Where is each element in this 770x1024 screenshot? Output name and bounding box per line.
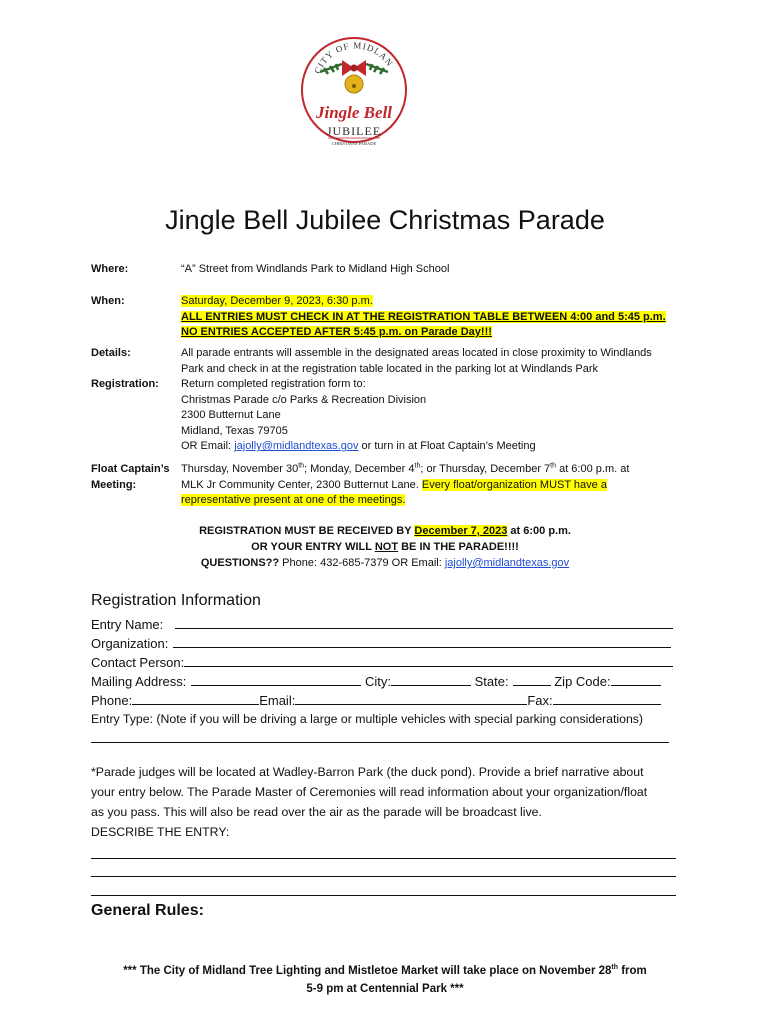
float-highlight: representative present at one of the meetings. bbox=[181, 494, 406, 507]
float-text: ; Monday, December 4 bbox=[304, 463, 415, 475]
jingle-bell-jubilee-logo bbox=[298, 20, 410, 160]
registration-line: 2300 Butternut Lane bbox=[181, 409, 281, 422]
questions-email-link[interactable]: jajolly@midlandtexas.gov bbox=[444, 557, 570, 569]
notice-text: BE IN THE PARADE!!!! bbox=[398, 541, 519, 553]
fax-input[interactable] bbox=[553, 691, 661, 705]
float-label-line: Float Captain’s bbox=[91, 463, 170, 475]
details-line: All parade entrants will assemble in the designated areas located in close proximity to Windlands bbox=[181, 347, 652, 359]
registration-deadline-notice bbox=[0, 523, 770, 571]
float-highlight: Every float/organization MUST have a bbox=[421, 478, 607, 491]
or-turn-in-text: or turn in at Float Captain’s Meeting bbox=[358, 440, 536, 453]
footer-text: from bbox=[618, 965, 647, 977]
mailing-address-input[interactable] bbox=[191, 672, 361, 686]
deadline-date: December 7, 2023 bbox=[414, 525, 508, 537]
details-line: Park and check in at the registration table located in the parking lot at Windlands Park bbox=[181, 362, 599, 375]
zip-label: Zip Code: bbox=[554, 674, 611, 689]
entry-name-field[interactable] bbox=[91, 615, 673, 634]
notice-text: at 6:00 p.m. bbox=[507, 525, 571, 537]
describe-entry-label: DESCRIBE THE ENTRY: bbox=[91, 825, 230, 839]
registration-line: Midland, Texas 79705 bbox=[181, 424, 288, 437]
details-label: Details: bbox=[91, 347, 131, 359]
float-text: at 6:00 p.m. at bbox=[556, 463, 630, 475]
registration-email-link[interactable]: jajolly@midlandtexas.gov bbox=[234, 440, 359, 453]
phone-input[interactable] bbox=[132, 691, 259, 705]
registration-label: Registration: bbox=[91, 378, 159, 390]
contact-person-field[interactable] bbox=[91, 653, 673, 672]
footer-text: 5-9 pm at Centennial Park *** bbox=[306, 983, 464, 995]
notice-text: REGISTRATION MUST BE RECEIVED BY bbox=[199, 525, 415, 537]
where-text: “A” Street from Windlands Park to Midland High School bbox=[181, 263, 450, 275]
entry-type-input[interactable] bbox=[91, 742, 669, 743]
zip-input[interactable] bbox=[611, 672, 661, 686]
footer-notice bbox=[0, 962, 770, 998]
mailing-address-label: Mailing Address: bbox=[91, 674, 187, 689]
float-text: Thursday, November 30 bbox=[181, 463, 299, 475]
notice-text: OR YOUR ENTRY WILL bbox=[251, 541, 375, 553]
ordinal-sup: th bbox=[414, 462, 421, 470]
when-value bbox=[181, 294, 701, 341]
general-rules-heading: General Rules: bbox=[91, 902, 204, 919]
contact-person-input[interactable] bbox=[184, 653, 673, 667]
state-label: State: bbox=[474, 674, 509, 689]
state-input[interactable] bbox=[513, 672, 551, 686]
logo-script-text: Jingle Bell bbox=[315, 103, 393, 122]
organization-label: Organization: bbox=[91, 636, 169, 651]
organization-input[interactable] bbox=[173, 634, 671, 648]
entry-type-label: Entry Type: (Note if you will be driving a large or multiple vehicles with special parking considerations) bbox=[91, 712, 644, 726]
phone-label: Phone: bbox=[91, 693, 133, 708]
where-label: Where: bbox=[91, 263, 129, 275]
entry-name-label: Entry Name: bbox=[91, 617, 164, 632]
registration-line: Return completed registration form to: bbox=[181, 378, 366, 390]
email-label: Email: bbox=[259, 693, 296, 708]
notice-not: NOT bbox=[374, 541, 399, 553]
questions-phone: Phone: 432-685-7379 OR Email: bbox=[279, 557, 445, 569]
city-input[interactable] bbox=[391, 672, 471, 686]
phone-email-fax-field[interactable] bbox=[91, 691, 661, 710]
email-input[interactable] bbox=[295, 691, 527, 705]
contact-person-label: Contact Person: bbox=[91, 655, 185, 670]
or-email-text: OR Email: bbox=[181, 440, 235, 453]
mailing-address-field[interactable] bbox=[91, 672, 661, 691]
questions-label: QUESTIONS?? bbox=[200, 557, 280, 569]
registration-info-heading: Registration Information bbox=[91, 592, 261, 609]
city-label: City: bbox=[365, 674, 392, 689]
when-label: When: bbox=[91, 295, 125, 307]
page-title: Jingle Bell Jubilee Christmas Parade bbox=[165, 205, 605, 235]
details-value bbox=[181, 346, 701, 377]
describe-entry-line[interactable] bbox=[91, 858, 676, 859]
registration-line: Christmas Parade c/o Parks & Recreation Division bbox=[181, 393, 427, 406]
logo-sub-text: CHRISTMAS PARADE bbox=[331, 141, 377, 146]
float-label-line: Meeting: bbox=[91, 478, 137, 491]
describe-entry-line[interactable] bbox=[91, 876, 676, 877]
logo-arc-text: CITY OF MIDLAN bbox=[312, 40, 396, 76]
when-checkin: ALL ENTRIES MUST CHECK IN AT THE REGISTRATION TABLE BETWEEN 4:00 and 5:45 p.m. bbox=[181, 310, 666, 323]
when-date: Saturday, December 9, 2023, 6:30 p.m. bbox=[181, 295, 373, 307]
organization-field[interactable] bbox=[91, 634, 671, 653]
judges-paragraph bbox=[91, 762, 691, 842]
entry-name-input[interactable] bbox=[175, 615, 673, 629]
judges-line: *Parade judges will be located at Wadley-Barron Park (the duck pond). Provide a brief narrative about bbox=[91, 765, 644, 779]
judges-line: as you pass. This will also be read over the air as the parade will be broadcast live. bbox=[91, 805, 542, 819]
registration-value bbox=[181, 377, 701, 455]
ordinal-sup: th bbox=[298, 462, 305, 470]
where-value bbox=[181, 262, 701, 278]
when-no-entries: NO ENTRIES ACCEPTED AFTER 5:45 p.m. on Parade Day!!! bbox=[181, 326, 492, 339]
ordinal-sup: th bbox=[611, 964, 619, 972]
fax-label: Fax: bbox=[527, 693, 553, 708]
ordinal-sup: th bbox=[550, 462, 557, 470]
float-captain-label bbox=[91, 462, 169, 493]
float-captain-value bbox=[181, 462, 701, 509]
float-text: MLK Jr Community Center, 2300 Butternut Lane. bbox=[181, 478, 422, 491]
float-text: ; or Thursday, December 7 bbox=[420, 463, 551, 475]
logo-word-text: JUBILEE bbox=[326, 124, 382, 138]
describe-entry-line[interactable] bbox=[91, 895, 676, 896]
footer-text: *** The City of Midland Tree Lighting and Mistletoe Market will take place on November 28 bbox=[123, 965, 612, 977]
judges-line: your entry below. The Parade Master of Ceremonies will read information about your organization/float bbox=[91, 785, 648, 799]
